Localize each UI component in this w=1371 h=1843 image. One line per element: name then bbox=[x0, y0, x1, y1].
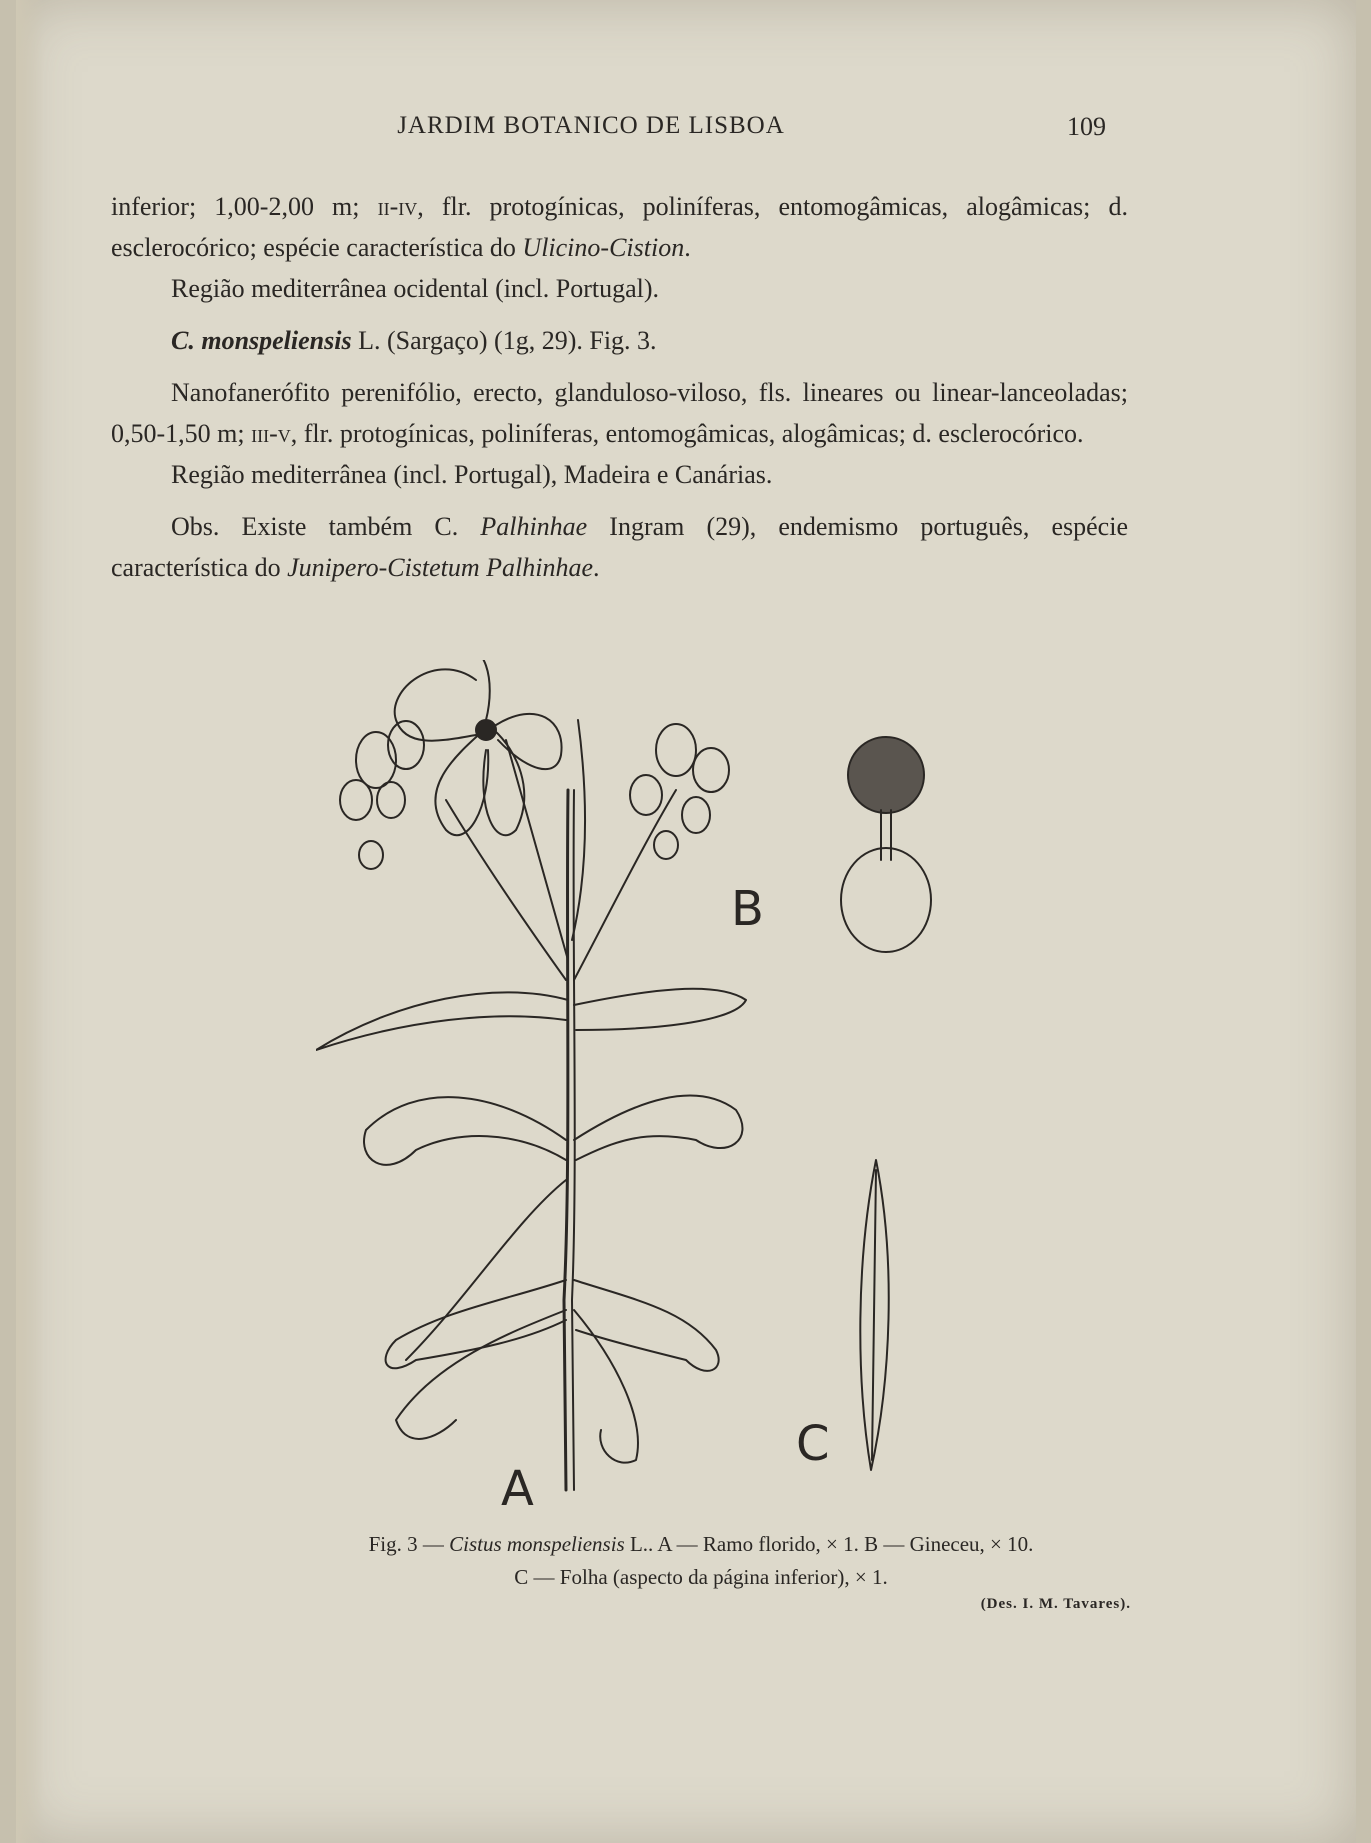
leaf bbox=[574, 1280, 719, 1371]
leaf bbox=[386, 1280, 566, 1368]
bud-cluster-right bbox=[630, 724, 729, 859]
page-header bbox=[16, 112, 1356, 148]
alliance-name: Ulicino-Cistion bbox=[522, 233, 685, 262]
illustrator-credit: (Des. I. M. Tavares). bbox=[980, 1596, 1131, 1612]
figure-caption bbox=[216, 1528, 1186, 1594]
page-number: 109 bbox=[1067, 112, 1106, 141]
leaf bbox=[574, 989, 746, 1030]
leaf bbox=[406, 1180, 566, 1360]
leaf bbox=[316, 992, 568, 1050]
caption-line-1: Fig. 3 — Cistus monspeliensis L.. A — Ramo florido, × 1. B — Gineceu, × 10. bbox=[368, 1532, 1034, 1556]
plant-drawing bbox=[316, 660, 1106, 1520]
leaf bbox=[574, 1096, 742, 1160]
paragraph-4: Nanofanerófito perenifólio, erecto, glanduloso-viloso, fls. lineares ou linear-lanceoladas; 0,50-1,50 m; iii-v, flr. protogínicas, poliníferas, entomogâmicas, alogâmicas; d. esclerocórico. bbox=[111, 378, 1128, 448]
book-page bbox=[16, 0, 1356, 1843]
observation-paragraph: Obs. Existe também C. Palhinhae Ingram (29), endemismo português, espécie característica do Junipero-Cistetum Palhinhae. bbox=[111, 512, 1128, 582]
body-text bbox=[111, 186, 1128, 588]
bud-cluster-left bbox=[340, 721, 424, 869]
leaf bbox=[396, 1310, 566, 1439]
species-heading: C. monspeliensis L. (Sargaço) (1g, 29). Fig. 3. bbox=[171, 326, 657, 355]
flower bbox=[395, 660, 562, 835]
paragraph-1: inferior; 1,00-2,00 m; ii-iv, flr. protogínicas, poliníferas, entomogâmicas, alogâmicas; d. esclerocórico; espécie característica do Ulicino-Cistion. bbox=[111, 192, 1128, 262]
gynoecium-detail bbox=[841, 737, 931, 952]
running-title: JARDIM BOTANICO DE LISBOA bbox=[397, 112, 785, 139]
right-branch bbox=[574, 790, 676, 980]
figure-label-b: B bbox=[731, 881, 764, 937]
paragraph-5: Região mediterrânea (incl. Portugal), Madeira e Canárias. bbox=[171, 460, 773, 489]
paragraph-2: Região mediterrânea ocidental (incl. Portugal). bbox=[171, 274, 660, 303]
caption-line-2: C — Folha (aspecto da página inferior), × 1. bbox=[514, 1565, 888, 1589]
figure-label-c: C bbox=[796, 1416, 830, 1472]
species-name: C. monspeliensis bbox=[171, 326, 352, 355]
figure-label-a: A bbox=[501, 1461, 534, 1517]
botanical-illustration bbox=[316, 660, 1106, 1520]
leaf-underside-detail bbox=[860, 1160, 888, 1470]
leaf bbox=[364, 1097, 566, 1165]
